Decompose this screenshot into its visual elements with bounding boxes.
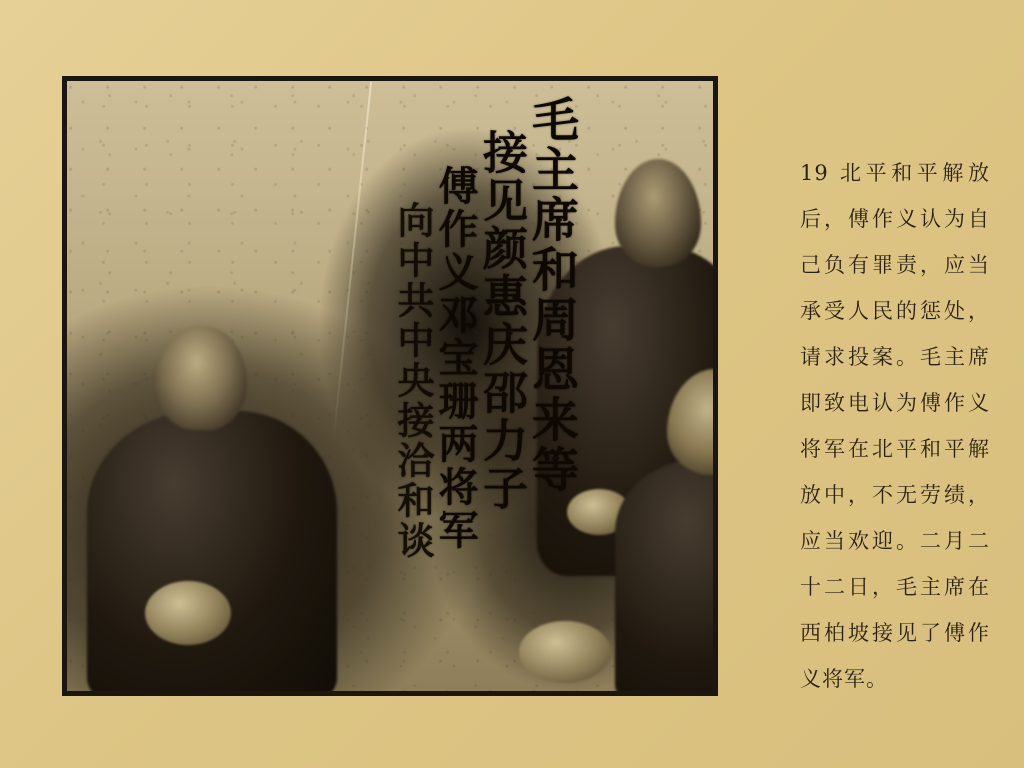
figure-left-body xyxy=(87,411,337,696)
figure-left-hands xyxy=(145,581,231,645)
photo-caption-column-3: 傅作义邓宝珊两将军 xyxy=(432,165,479,552)
slide-body-text xyxy=(800,150,990,702)
body-paragraph: 19 北平和平解放后，傅作义认为自己负有罪责，应当承受人民的惩处，请求投案。毛主席即致电认为傅作义将军在北平和平解放中，不无劳绩，应当欢迎。二月二十二日，毛主席在西柏坡接见了傅作义将军。 xyxy=(800,161,990,691)
photo-caption-column-2: 接见颜惠庆邵力子 xyxy=(475,129,528,513)
figure-left-head xyxy=(155,326,247,430)
photo-caption xyxy=(305,93,579,685)
photo-caption-column-1: 毛主席和周恩来等 xyxy=(524,95,579,495)
photo-image xyxy=(67,81,713,691)
historical-photo xyxy=(62,76,718,696)
figure-right-body xyxy=(615,459,718,696)
photo-caption-column-4: 向中共中央接洽和谈 xyxy=(391,201,435,561)
